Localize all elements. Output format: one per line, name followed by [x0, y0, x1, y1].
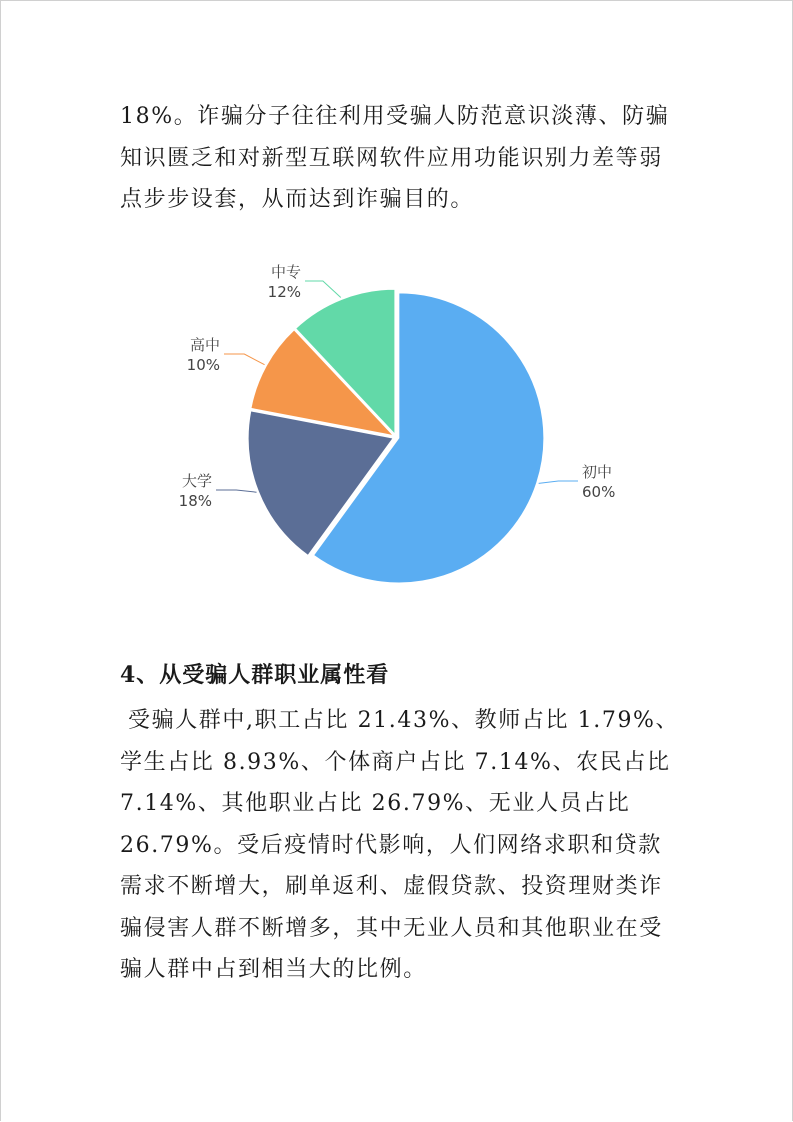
section-heading: 4、从受骗人群职业属性看	[120, 662, 390, 688]
pie-label-2: 高中	[189, 336, 220, 354]
pie-leader-0	[539, 481, 578, 483]
pie-label-1: 大学	[181, 472, 212, 490]
pie-leader-1	[216, 490, 257, 492]
pie-value-label-0: 60%	[582, 483, 616, 501]
body-paragraph-1: 18%。诈骗分子往往利用受骗人防范意识淡薄、防骗知识匮乏和对新型互联网软件应用功能识别力差等弱点步步设套，从而达到诈骗目的。	[120, 104, 670, 212]
body-paragraph-2: 受骗人群中,职工占比 21.43%、教师占比 1.79%、学生占比 8.93%、个体商户占比 7.14%、农民占比 7.14%、其他职业占比 26.79%、无业人员占比 26.79%。受后疫情时代影响，人们网络求职和贷款需求不断增大，刷单返利、虚假贷款、投资理财类诈骗侵害人群不断增多，其中无业人员和其他职业在受骗人群中占到相当大的比例。	[120, 708, 680, 982]
pie-leader-3	[305, 281, 341, 298]
pie-label-3: 中专	[270, 263, 301, 281]
pie-label-0: 初中	[582, 463, 613, 481]
pie-slices	[248, 289, 544, 583]
pie-value-label-3: 12%	[267, 283, 301, 301]
pie-leader-2	[224, 354, 265, 365]
pie-value-label-2: 10%	[186, 356, 220, 374]
pie-value-label-1: 18%	[178, 492, 212, 510]
